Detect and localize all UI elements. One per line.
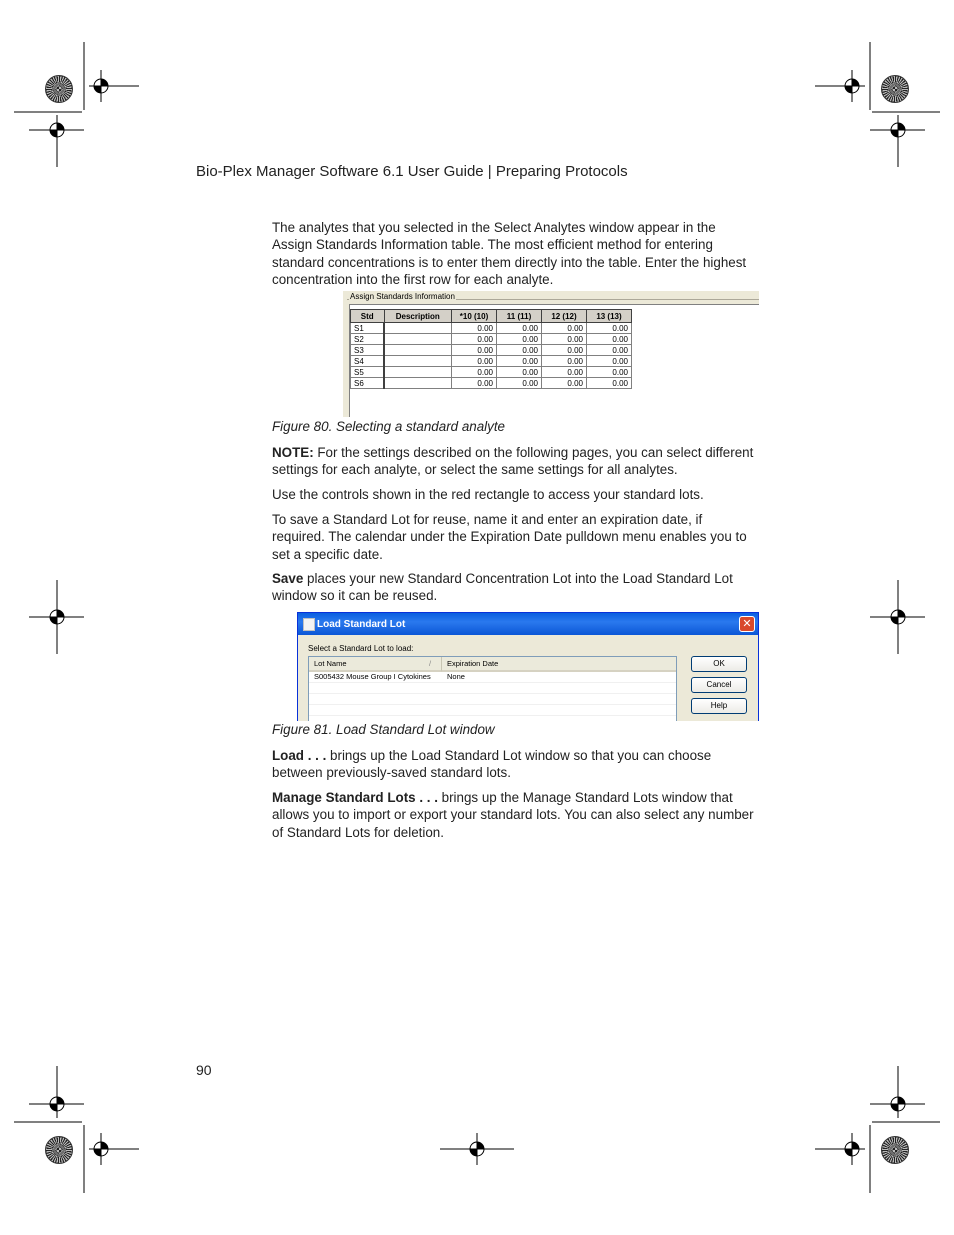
load-text: brings up the Load Standard Lot window so that you can choose between previously-saved standard lots. (272, 748, 712, 781)
empty-row (309, 683, 676, 694)
value-cell[interactable]: 0.00 (452, 356, 497, 367)
save-paragraph (272, 570, 758, 605)
controls-paragraph: Use the controls shown in the red rectangle to access your standard lots. (272, 487, 704, 502)
col-analyte-11[interactable]: 11 (11) (497, 310, 542, 323)
value-cell[interactable]: 0.00 (452, 334, 497, 345)
col-analyte-13[interactable]: 13 (13) (587, 310, 632, 323)
close-icon[interactable]: ✕ (739, 616, 755, 632)
value-cell[interactable]: 0.00 (497, 345, 542, 356)
value-cell[interactable]: 0.00 (452, 378, 497, 389)
col-analyte-10[interactable]: *10 (10) (452, 310, 497, 323)
manage-paragraph (272, 789, 758, 841)
row-label[interactable]: S6 (351, 378, 385, 389)
col-lot-name-label: Lot Name (314, 659, 347, 668)
running-header: Bio-Plex Manager Software 6.1 User Guide | Preparing Protocols (196, 163, 628, 180)
table-row (351, 334, 632, 345)
value-cell[interactable]: 0.00 (452, 323, 497, 334)
value-cell[interactable]: 0.00 (497, 356, 542, 367)
col-analyte-12[interactable]: 12 (12) (542, 310, 587, 323)
row-label[interactable]: S2 (351, 334, 385, 345)
save-label: Save (272, 571, 304, 586)
col-std[interactable]: Std (351, 310, 385, 323)
row-label[interactable]: S3 (351, 345, 385, 356)
table-header-row (351, 310, 632, 323)
value-cell[interactable]: 0.00 (542, 378, 587, 389)
row-label[interactable]: S1 (351, 323, 385, 334)
value-cell[interactable]: 0.00 (452, 367, 497, 378)
col-expiration-label: Expiration Date (447, 659, 499, 668)
value-cell[interactable]: 0.00 (587, 345, 632, 356)
assign-standards-screenshot (343, 291, 759, 417)
note-text: For the settings described on the following pages, you can select different settings for each analyte, or select the same settings for all analytes. (272, 445, 754, 478)
value-cell[interactable]: 0.00 (542, 334, 587, 345)
value-cell[interactable]: 0.00 (542, 367, 587, 378)
sort-indicator-icon: / (429, 659, 432, 668)
manage-label: Manage Standard Lots . . . (272, 790, 438, 805)
list-item[interactable] (309, 672, 676, 683)
value-cell[interactable]: 0.00 (452, 345, 497, 356)
empty-row (309, 705, 676, 716)
save-lot-paragraph: To save a Standard Lot for reuse, name it and enter an expiration date, if required. The calendar under the Expiration Date pulldown menu enables you to set a specific date. (272, 512, 747, 562)
value-cell[interactable]: 0.00 (542, 356, 587, 367)
table-row (351, 378, 632, 389)
table-row (351, 323, 632, 334)
intro-paragraph: The analytes that you selected in the Select Analytes window appear in the Assign Standards Information table. The most efficient method for entering standard concentrations is to enter them directly into the table. Enter the highest concentration into the first row for each analyte. (272, 220, 747, 288)
col-expiration-date[interactable] (442, 657, 676, 672)
help-button[interactable]: Help (691, 698, 747, 714)
note-label: NOTE: (272, 445, 314, 460)
value-cell[interactable]: 0.00 (587, 356, 632, 367)
figure-80-caption: Figure 80. Selecting a standard analyte (272, 419, 505, 434)
value-cell[interactable]: 0.00 (587, 378, 632, 389)
note-paragraph (272, 444, 758, 479)
table-row (351, 345, 632, 356)
value-cell[interactable]: 0.00 (497, 334, 542, 345)
row-label[interactable]: S4 (351, 356, 385, 367)
group-box-title: Assign Standards Information (350, 292, 455, 301)
description-cell[interactable] (384, 334, 452, 345)
empty-row (309, 694, 676, 705)
description-cell[interactable] (384, 345, 452, 356)
row-label[interactable]: S5 (351, 367, 385, 378)
lot-name-cell: S005432 Mouse Group I Cytokines (314, 672, 431, 681)
standards-table (350, 309, 632, 389)
load-standard-lot-window (297, 612, 759, 721)
value-cell[interactable]: 0.00 (587, 323, 632, 334)
ok-button[interactable]: OK (691, 656, 747, 672)
value-cell[interactable]: 0.00 (497, 378, 542, 389)
table-row (351, 367, 632, 378)
standard-lot-list[interactable] (308, 656, 677, 721)
load-label: Load . . . (272, 748, 327, 763)
value-cell[interactable]: 0.00 (497, 323, 542, 334)
col-lot-name[interactable] (309, 657, 442, 672)
window-icon (303, 618, 315, 631)
select-lot-prompt: Select a Standard Lot to load: (308, 644, 414, 653)
window-title: Load Standard Lot (317, 619, 406, 630)
expiration-cell: None (447, 672, 465, 681)
figure-81-caption: Figure 81. Load Standard Lot window (272, 722, 495, 737)
value-cell[interactable]: 0.00 (542, 345, 587, 356)
description-cell[interactable] (384, 378, 452, 389)
value-cell[interactable]: 0.00 (497, 367, 542, 378)
value-cell[interactable]: 0.00 (587, 334, 632, 345)
description-cell[interactable] (384, 367, 452, 378)
load-paragraph (272, 747, 758, 782)
window-titlebar[interactable] (298, 613, 758, 635)
description-cell[interactable] (384, 356, 452, 367)
value-cell[interactable]: 0.00 (542, 323, 587, 334)
cancel-button[interactable]: Cancel (691, 677, 747, 693)
page-number: 90 (196, 1062, 212, 1078)
save-text: places your new Standard Concentration Lot into the Load Standard Lot window so it can be reused. (272, 571, 733, 604)
manage-text: brings up the Manage Standard Lots window that allows you to import or export your standard lots. You can also select any number of Standard Lots for deletion. (272, 790, 754, 840)
description-cell[interactable] (384, 323, 452, 334)
table-row (351, 356, 632, 367)
value-cell[interactable]: 0.00 (587, 367, 632, 378)
col-description[interactable]: Description (384, 310, 452, 323)
